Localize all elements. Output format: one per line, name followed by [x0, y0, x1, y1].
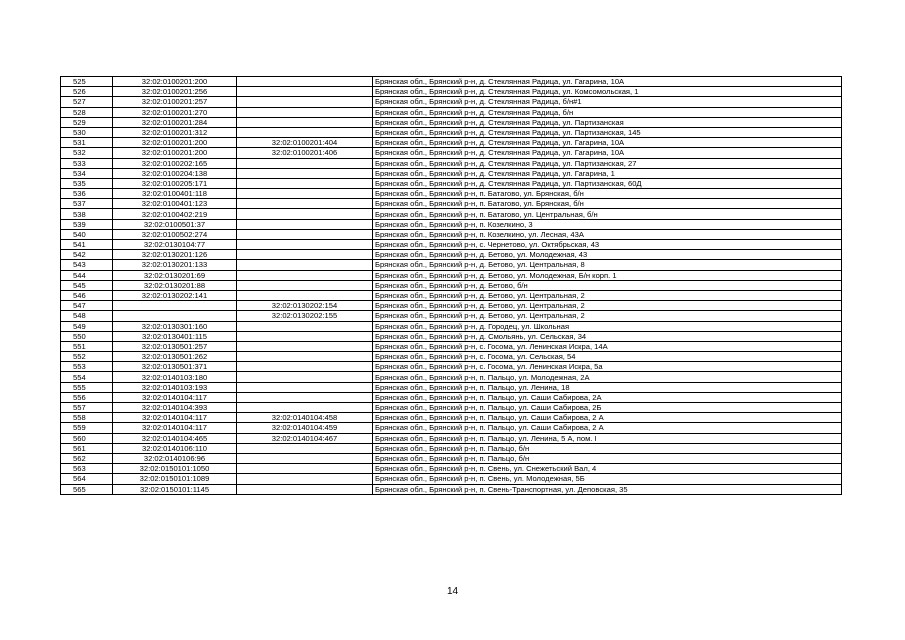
- address-cell: Брянская обл., Брянский р-н, д. Бетово, ул. Центральная, 2: [373, 290, 842, 300]
- cadastral-number-cell: 32:02:0130201:126: [113, 250, 237, 260]
- table-row: [61, 219, 842, 229]
- related-cadastral-number-cell: 32:02:0140104:458: [237, 413, 373, 423]
- table-row: [61, 127, 842, 137]
- table-row: [61, 199, 842, 209]
- cadastral-number-cell: [113, 301, 237, 311]
- cadastral-number-cell: 32:02:0140104:465: [113, 433, 237, 443]
- cadastral-number-cell: 32:02:0140104:393: [113, 403, 237, 413]
- related-cadastral-number-cell: [237, 280, 373, 290]
- table-row: [61, 209, 842, 219]
- cadastral-number-cell: 32:02:0100202:165: [113, 158, 237, 168]
- related-cadastral-number-cell: [237, 127, 373, 137]
- related-cadastral-number-cell: [237, 229, 373, 239]
- address-cell: Брянская обл., Брянский р-н, п. Пальцо, ул. Ленина, 18: [373, 382, 842, 392]
- table-row: [61, 158, 842, 168]
- row-number-cell: 548: [61, 311, 113, 321]
- address-cell: Брянская обл., Брянский р-н, п. Пальцо, ул. Ленина, 5 А, пом. I: [373, 433, 842, 443]
- related-cadastral-number-cell: [237, 443, 373, 453]
- cadastral-number-cell: 32:02:0100201:284: [113, 117, 237, 127]
- cadastral-number-cell: 32:02:0100201:257: [113, 97, 237, 107]
- table-row: [61, 97, 842, 107]
- related-cadastral-number-cell: [237, 464, 373, 474]
- table-row: [61, 392, 842, 402]
- address-cell: Брянская обл., Брянский р-н, п. Пальцо, ул. Саши Сабирова, 2А: [373, 392, 842, 402]
- table-row: [61, 484, 842, 494]
- row-number-cell: 560: [61, 433, 113, 443]
- address-cell: Брянская обл., Брянский р-н, п. Пальцо, б/н: [373, 443, 842, 453]
- table-row: [61, 138, 842, 148]
- table-row: [61, 372, 842, 382]
- address-cell: Брянская обл., Брянский р-н, д. Бетово, б/н: [373, 280, 842, 290]
- row-number-cell: 529: [61, 117, 113, 127]
- address-cell: Брянская обл., Брянский р-н, с. Госома, ул. Сельская, 54: [373, 352, 842, 362]
- related-cadastral-number-cell: [237, 484, 373, 494]
- cadastral-number-cell: 32:02:0140104:117: [113, 392, 237, 402]
- row-number-cell: 562: [61, 453, 113, 463]
- related-cadastral-number-cell: [237, 382, 373, 392]
- address-cell: Брянская обл., Брянский р-н, д. Городец, ул. Школьная: [373, 321, 842, 331]
- address-cell: Брянская обл., Брянский р-н, д. Стеклянная Радица, ул. Партизанская: [373, 117, 842, 127]
- table-row: [61, 453, 842, 463]
- table-row: [61, 107, 842, 117]
- row-number-cell: 528: [61, 107, 113, 117]
- row-number-cell: 558: [61, 413, 113, 423]
- address-cell: Брянская обл., Брянский р-н, д. Стеклянная Радица, ул. Партизанская, 60Д: [373, 178, 842, 188]
- related-cadastral-number-cell: 32:02:0130202:155: [237, 311, 373, 321]
- address-cell: Брянская обл., Брянский р-н, п. Батагово, ул. Брянская, б/н: [373, 199, 842, 209]
- related-cadastral-number-cell: [237, 87, 373, 97]
- row-number-cell: 553: [61, 362, 113, 372]
- row-number-cell: 565: [61, 484, 113, 494]
- cadastral-number-cell: 32:02:0100201:270: [113, 107, 237, 117]
- cadastral-number-cell: 32:02:0140104:117: [113, 423, 237, 433]
- table-row: [61, 117, 842, 127]
- address-cell: Брянская обл., Брянский р-н, с. Госома, ул. Ленинская Искра, 5а: [373, 362, 842, 372]
- table-row: [61, 148, 842, 158]
- row-number-cell: 555: [61, 382, 113, 392]
- related-cadastral-number-cell: [237, 453, 373, 463]
- address-cell: Брянская обл., Брянский р-н, п. Пальцо, ул. Саши Сабирова, 2 А: [373, 423, 842, 433]
- row-number-cell: 556: [61, 392, 113, 402]
- address-cell: Брянская обл., Брянский р-н, д. Смольянь, ул. Сельская, 34: [373, 331, 842, 341]
- row-number-cell: 545: [61, 280, 113, 290]
- address-cell: Брянская обл., Брянский р-н, п. Свень, ул. Молодежная, 5Б: [373, 474, 842, 484]
- table-row: [61, 403, 842, 413]
- row-number-cell: 559: [61, 423, 113, 433]
- cadastral-number-cell: 32:02:0100501:37: [113, 219, 237, 229]
- cadastral-number-cell: 32:02:0100201:200: [113, 138, 237, 148]
- related-cadastral-number-cell: [237, 392, 373, 402]
- row-number-cell: 554: [61, 372, 113, 382]
- related-cadastral-number-cell: [237, 107, 373, 117]
- row-number-cell: 550: [61, 331, 113, 341]
- address-cell: Брянская обл., Брянский р-н, д. Стеклянная Радица, ул. Гагарина, 1: [373, 168, 842, 178]
- address-cell: Брянская обл., Брянский р-н, д. Бетово, ул. Центральная, 2: [373, 311, 842, 321]
- row-number-cell: 533: [61, 158, 113, 168]
- cadastral-number-cell: 32:02:0130401:115: [113, 331, 237, 341]
- row-number-cell: 540: [61, 229, 113, 239]
- table-row: [61, 87, 842, 97]
- related-cadastral-number-cell: [237, 250, 373, 260]
- address-cell: Брянская обл., Брянский р-н, д. Стеклянная Радица, ул. Партизанская, 145: [373, 127, 842, 137]
- row-number-cell: 551: [61, 341, 113, 351]
- row-number-cell: 534: [61, 168, 113, 178]
- table-row: [61, 260, 842, 270]
- related-cadastral-number-cell: 32:02:0140104:467: [237, 433, 373, 443]
- address-cell: Брянская обл., Брянский р-н, п. Свень-Транспортная, ул. Деповская, 35: [373, 484, 842, 494]
- cadastral-number-cell: 32:02:0100401:118: [113, 189, 237, 199]
- related-cadastral-number-cell: [237, 270, 373, 280]
- row-number-cell: 527: [61, 97, 113, 107]
- cadastral-number-cell: 32:02:0140104:117: [113, 413, 237, 423]
- table-row: [61, 250, 842, 260]
- page-number: 14: [446, 586, 459, 597]
- address-cell: Брянская обл., Брянский р-н, п. Пальцо, ул. Саши Сабирова, 2 А: [373, 413, 842, 423]
- related-cadastral-number-cell: [237, 168, 373, 178]
- table-row: [61, 413, 842, 423]
- related-cadastral-number-cell: [237, 199, 373, 209]
- related-cadastral-number-cell: 32:02:0100201:406: [237, 148, 373, 158]
- table-row: [61, 433, 842, 443]
- address-cell: Брянская обл., Брянский р-н, п. Пальцо, б/н: [373, 453, 842, 463]
- row-number-cell: 535: [61, 178, 113, 188]
- row-number-cell: 536: [61, 189, 113, 199]
- address-cell: Брянская обл., Брянский р-н, д. Стеклянная Радица, ул. Гагарина, 10А: [373, 138, 842, 148]
- row-number-cell: 537: [61, 199, 113, 209]
- row-number-cell: 539: [61, 219, 113, 229]
- related-cadastral-number-cell: [237, 189, 373, 199]
- related-cadastral-number-cell: [237, 158, 373, 168]
- row-number-cell: 530: [61, 127, 113, 137]
- row-number-cell: 532: [61, 148, 113, 158]
- row-number-cell: 542: [61, 250, 113, 260]
- row-number-cell: 564: [61, 474, 113, 484]
- address-cell: Брянская обл., Брянский р-н, д. Стеклянная Радица, ул. Партизанская, 27: [373, 158, 842, 168]
- related-cadastral-number-cell: [237, 117, 373, 127]
- related-cadastral-number-cell: [237, 219, 373, 229]
- cadastral-number-cell: 32:02:0140106:110: [113, 443, 237, 453]
- related-cadastral-number-cell: [237, 352, 373, 362]
- table-row: [61, 229, 842, 239]
- address-cell: Брянская обл., Брянский р-н, д. Бетово, ул. Молодежная, Б/н корп. 1: [373, 270, 842, 280]
- row-number-cell: 547: [61, 301, 113, 311]
- address-cell: Брянская обл., Брянский р-н, п. Козелкино, 3: [373, 219, 842, 229]
- cadastral-number-cell: 32:02:0130104:77: [113, 240, 237, 250]
- row-number-cell: 538: [61, 209, 113, 219]
- cadastral-number-cell: 32:02:0100201:200: [113, 148, 237, 158]
- table-row: [61, 240, 842, 250]
- table-row: [61, 331, 842, 341]
- related-cadastral-number-cell: [237, 240, 373, 250]
- table-row: [61, 443, 842, 453]
- table-row: [61, 301, 842, 311]
- address-cell: Брянская обл., Брянский р-н, д. Стеклянная Радица, ул. Гагарина, 10А: [373, 77, 842, 87]
- related-cadastral-number-cell: [237, 341, 373, 351]
- table-row: [61, 270, 842, 280]
- row-number-cell: 561: [61, 443, 113, 453]
- related-cadastral-number-cell: [237, 331, 373, 341]
- address-cell: Брянская обл., Брянский р-н, д. Стеклянная Радица, ул. Комсомольская, 1: [373, 87, 842, 97]
- cadastral-number-cell: 32:02:0140103:193: [113, 382, 237, 392]
- related-cadastral-number-cell: [237, 77, 373, 87]
- address-cell: Брянская обл., Брянский р-н, д. Стеклянная Радица, б/н#1: [373, 97, 842, 107]
- address-cell: Брянская обл., Брянский р-н, п. Батагово, ул. Центральная, б/н: [373, 209, 842, 219]
- row-number-cell: 563: [61, 464, 113, 474]
- related-cadastral-number-cell: [237, 290, 373, 300]
- table-row: [61, 362, 842, 372]
- cadastral-number-cell: 32:02:0130202:141: [113, 290, 237, 300]
- cadastral-number-cell: 32:02:0100204:138: [113, 168, 237, 178]
- cadastral-number-cell: 32:02:0140103:180: [113, 372, 237, 382]
- table-row: [61, 423, 842, 433]
- row-number-cell: 543: [61, 260, 113, 270]
- cadastral-number-cell: 32:02:0130201:69: [113, 270, 237, 280]
- address-cell: Брянская обл., Брянский р-н, д. Бетово, ул. Центральная, 2: [373, 301, 842, 311]
- registry-table: [60, 76, 842, 495]
- related-cadastral-number-cell: [237, 362, 373, 372]
- row-number-cell: 531: [61, 138, 113, 148]
- row-number-cell: 525: [61, 77, 113, 87]
- row-number-cell: 546: [61, 290, 113, 300]
- cadastral-number-cell: [113, 311, 237, 321]
- cadastral-number-cell: 32:02:0100402:219: [113, 209, 237, 219]
- address-cell: Брянская обл., Брянский р-н, п. Пальцо, ул. Саши Сабирова, 2Б: [373, 403, 842, 413]
- table-row: [61, 464, 842, 474]
- row-number-cell: 544: [61, 270, 113, 280]
- table-row: [61, 474, 842, 484]
- related-cadastral-number-cell: 32:02:0100201:404: [237, 138, 373, 148]
- cadastral-number-cell: 32:02:0150101:1050: [113, 464, 237, 474]
- cadastral-number-cell: 32:02:0130201:133: [113, 260, 237, 270]
- related-cadastral-number-cell: [237, 209, 373, 219]
- address-cell: Брянская обл., Брянский р-н, д. Стеклянная Радица, ул. Гагарина, 10А: [373, 148, 842, 158]
- address-cell: Брянская обл., Брянский р-н, д. Бетово, ул. Центральная, 8: [373, 260, 842, 270]
- cadastral-number-cell: 32:02:0100502:274: [113, 229, 237, 239]
- related-cadastral-number-cell: 32:02:0140104:459: [237, 423, 373, 433]
- cadastral-number-cell: 32:02:0100201:256: [113, 87, 237, 97]
- row-number-cell: 557: [61, 403, 113, 413]
- related-cadastral-number-cell: [237, 474, 373, 484]
- cadastral-number-cell: 32:02:0150101:1089: [113, 474, 237, 484]
- row-number-cell: 552: [61, 352, 113, 362]
- row-number-cell: 541: [61, 240, 113, 250]
- address-cell: Брянская обл., Брянский р-н, п. Пальцо, ул. Молодежная, 2А: [373, 372, 842, 382]
- table-row: [61, 280, 842, 290]
- cadastral-number-cell: 32:02:0100401:123: [113, 199, 237, 209]
- cadastral-number-cell: 32:02:0100205:171: [113, 178, 237, 188]
- related-cadastral-number-cell: [237, 321, 373, 331]
- address-cell: Брянская обл., Брянский р-н, д. Стеклянная Радица, б/н: [373, 107, 842, 117]
- address-cell: Брянская обл., Брянский р-н, п. Козелкино, ул. Лесная, 43А: [373, 229, 842, 239]
- related-cadastral-number-cell: [237, 178, 373, 188]
- related-cadastral-number-cell: [237, 97, 373, 107]
- table-row: [61, 341, 842, 351]
- related-cadastral-number-cell: [237, 260, 373, 270]
- address-cell: Брянская обл., Брянский р-н, с. Чернетово, ул. Октябрьская, 43: [373, 240, 842, 250]
- row-number-cell: 526: [61, 87, 113, 97]
- cadastral-number-cell: 32:02:0130501:371: [113, 362, 237, 372]
- table-row: [61, 290, 842, 300]
- address-cell: Брянская обл., Брянский р-н, п. Свень, ул. Снежетьский Вал, 4: [373, 464, 842, 474]
- address-cell: Брянская обл., Брянский р-н, п. Батагово, ул. Брянская, б/н: [373, 189, 842, 199]
- table-row: [61, 168, 842, 178]
- table-row: [61, 382, 842, 392]
- cadastral-number-cell: 32:02:0150101:1145: [113, 484, 237, 494]
- cadastral-number-cell: 32:02:0130501:262: [113, 352, 237, 362]
- cadastral-number-cell: 32:02:0140106:96: [113, 453, 237, 463]
- address-cell: Брянская обл., Брянский р-н, д. Бетово, ул. Молодежная, 43: [373, 250, 842, 260]
- address-cell: Брянская обл., Брянский р-н, с. Госома, ул. Ленинская Искра, 14А: [373, 341, 842, 351]
- row-number-cell: 549: [61, 321, 113, 331]
- cadastral-number-cell: 32:02:0100201:200: [113, 77, 237, 87]
- table-row: [61, 77, 842, 87]
- related-cadastral-number-cell: [237, 403, 373, 413]
- cadastral-number-cell: 32:02:0130301:160: [113, 321, 237, 331]
- table-row: [61, 178, 842, 188]
- table-row: [61, 189, 842, 199]
- cadastral-number-cell: 32:02:0130201:88: [113, 280, 237, 290]
- table-row: [61, 352, 842, 362]
- table-row: [61, 321, 842, 331]
- cadastral-number-cell: 32:02:0130501:257: [113, 341, 237, 351]
- table-row: [61, 311, 842, 321]
- related-cadastral-number-cell: 32:02:0130202:154: [237, 301, 373, 311]
- cadastral-number-cell: 32:02:0100201:312: [113, 127, 237, 137]
- related-cadastral-number-cell: [237, 372, 373, 382]
- registry-table-body: [61, 77, 842, 495]
